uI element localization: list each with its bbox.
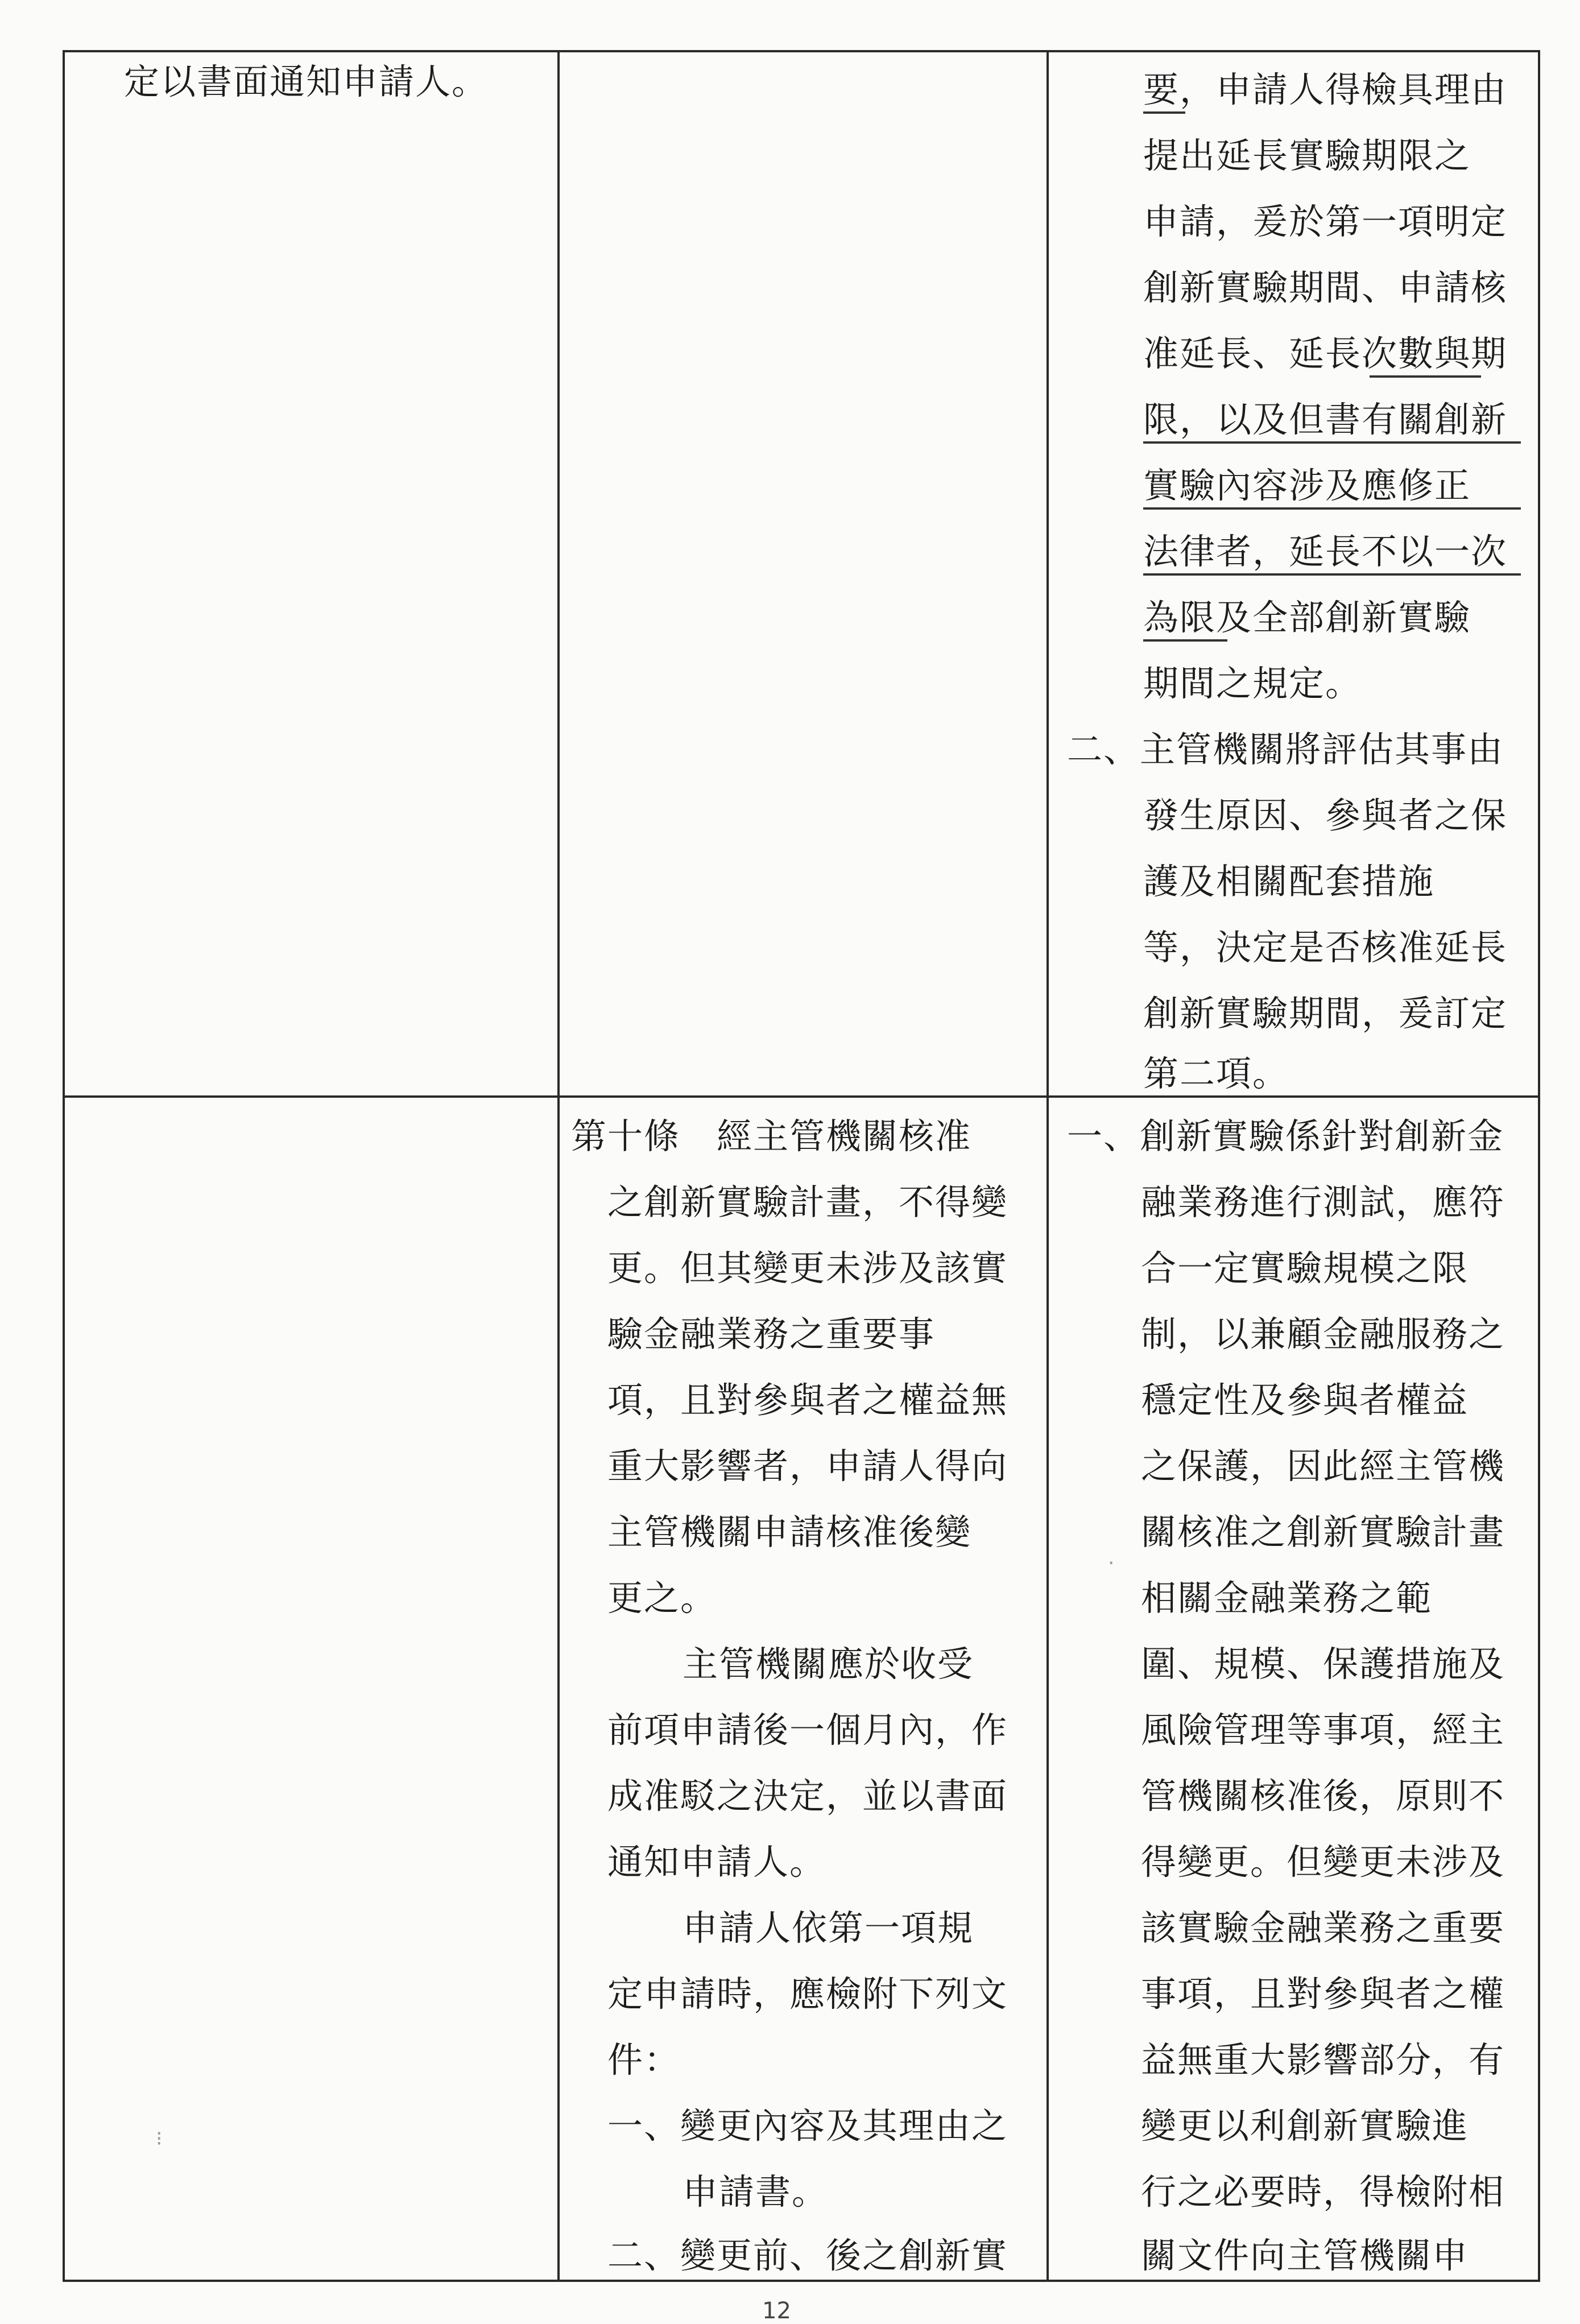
text-line: 定以書面通知申請人。	[124, 61, 489, 102]
text-line: 創新實驗期間、申請核	[1143, 267, 1508, 308]
column-divider-1	[557, 50, 560, 2282]
text-line: 二、變更前、後之創新實	[607, 2235, 1008, 2276]
text-line: 得變更。但變更未涉及	[1141, 1841, 1505, 1883]
text-line: 驗金融業務之重要事	[607, 1313, 936, 1355]
text-line: 期間之規定。	[1143, 663, 1362, 704]
row-divider	[64, 1095, 1540, 1098]
text-line: 關核准之創新實驗計畫	[1141, 1511, 1505, 1553]
text-line: 主管機關應於收受	[683, 1643, 974, 1685]
text-line: 行之必要時，得檢附相	[1141, 2171, 1505, 2213]
table-left-border	[63, 50, 65, 2282]
text-line: 件：	[607, 2039, 681, 2081]
text-line: 事項，且對參與者之權	[1141, 1973, 1505, 2015]
text-line: 關文件向主管機關申	[1141, 2235, 1469, 2276]
text-line: 前項申請後一個月內，作	[607, 1709, 1008, 1751]
text-line: 變更以利創新實驗進	[1141, 2105, 1469, 2147]
amendment-underline	[1143, 573, 1521, 576]
text-line: 申請，爰於第一項明定	[1143, 201, 1508, 242]
text-line: 護及相關配套措施	[1143, 861, 1435, 902]
text-line: 定申請時，應檢附下列文	[607, 1973, 1008, 2015]
text-line: 發生原因、參與者之保	[1143, 795, 1508, 836]
text-line: 提出延長實驗期限之	[1143, 135, 1471, 176]
amendment-underline	[1143, 441, 1521, 444]
text-line: 主管機關申請核准後變	[607, 1511, 972, 1553]
text-line: 風險管理等事項，經主	[1141, 1709, 1505, 1751]
table-right-border	[1538, 50, 1540, 2282]
text-line: 更。但其變更未涉及該實	[607, 1247, 1008, 1289]
text-line: 合一定實驗規模之限	[1141, 1247, 1469, 1289]
scan-speck: ·	[1108, 1552, 1115, 1575]
text-line: 通知申請人。	[607, 1841, 826, 1883]
text-line: 等，決定是否核准延長	[1143, 927, 1508, 968]
text-line: 第二項。	[1143, 1053, 1289, 1094]
text-line: 實驗內容涉及應修正	[1143, 465, 1471, 506]
text-line: 成准駁之決定，並以書面	[607, 1775, 1008, 1817]
text-line: 圍、規模、保護措施及	[1141, 1643, 1505, 1685]
text-line: 法律者，延長不以一次	[1143, 531, 1508, 572]
scan-speck: ⁝	[156, 2127, 163, 2151]
text-line: 融業務進行測試，應符	[1141, 1181, 1505, 1223]
text-line: 創新實驗期間，爰訂定	[1143, 993, 1508, 1034]
text-line: 之創新實驗計畫，不得變	[607, 1181, 1008, 1223]
text-line: 穩定性及參與者權益	[1141, 1379, 1469, 1421]
table-top-border	[64, 50, 1540, 52]
text-line: 該實驗金融業務之重要	[1141, 1907, 1505, 1949]
text-line: 制，以兼顧金融服務之	[1141, 1313, 1505, 1355]
amendment-underline	[1370, 375, 1481, 378]
text-line: 項，且對參與者之權益無	[607, 1379, 1008, 1421]
text-line: 限，以及但書有關創新	[1143, 399, 1508, 440]
text-line: 益無重大影響部分，有	[1141, 2039, 1505, 2081]
page-number: 12	[762, 2298, 791, 2324]
text-line: 申請人依第一項規	[683, 1907, 974, 1949]
column-divider-2	[1047, 50, 1049, 2282]
text-line: 准延長、延長次數與期	[1143, 333, 1508, 374]
text-line: 要，申請人得檢具理由	[1143, 69, 1508, 110]
amendment-underline	[1143, 639, 1227, 642]
text-line: 申請書。	[683, 2171, 829, 2213]
text-line: 一、變更內容及其理由之	[607, 2105, 1008, 2147]
amendment-underline	[1143, 111, 1185, 114]
amendment-underline	[1143, 507, 1521, 510]
text-line: 為限及全部創新實驗	[1143, 597, 1471, 638]
text-line: 重大影響者，申請人得向	[607, 1445, 1008, 1487]
text-line: 相關金融業務之範	[1141, 1577, 1433, 1619]
text-line: 二、主管機關將評估其事由	[1067, 729, 1504, 770]
text-line: 一、創新實驗係針對創新金	[1067, 1115, 1504, 1157]
article-heading-line: 第十條 經主管機關核准	[571, 1115, 972, 1157]
text-line: 更之。	[607, 1577, 717, 1619]
text-line: 管機關核准後，原則不	[1141, 1775, 1505, 1817]
table-bottom-border	[64, 2280, 1540, 2282]
text-line: 之保護，因此經主管機	[1141, 1445, 1505, 1487]
